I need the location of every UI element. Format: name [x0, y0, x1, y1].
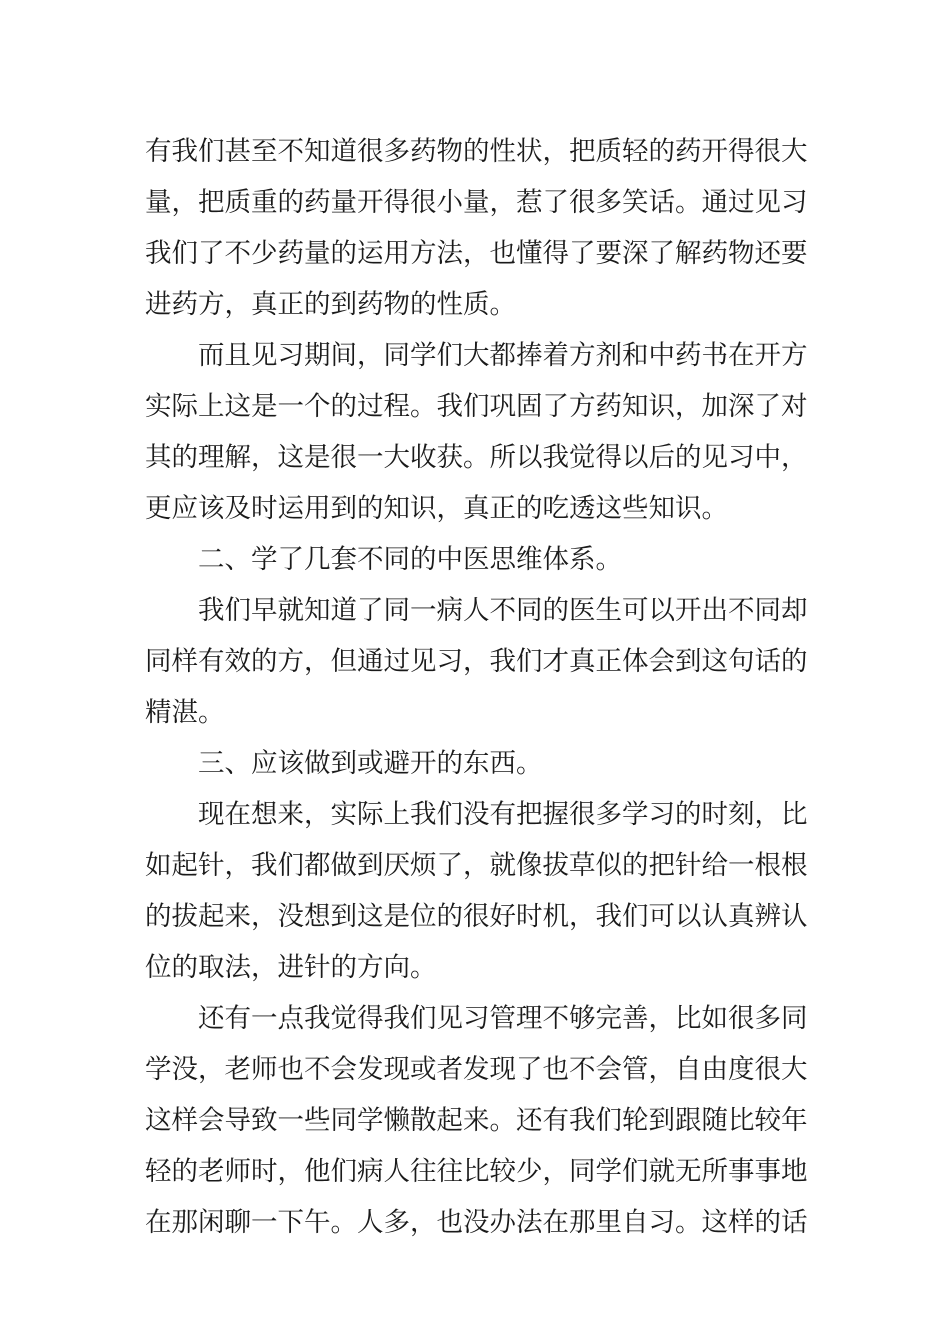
text-line: 更应该及时运用到的知识，真正的吃透这些知识。 [145, 493, 728, 524]
section-heading: 三、应该做到或避开的东西。 [198, 748, 543, 779]
text-line: 精湛。 [145, 697, 225, 728]
text-line: 我们了不少药量的运用方法，也懂得了要深了解药物还要 [145, 238, 808, 269]
paragraph-start-line: 还有一点我觉得我们见习管理不够完善，比如很多同 [198, 1003, 808, 1034]
text-line: 轻的老师时，他们病人往往比较少，同学们就无所事事地 [145, 1156, 808, 1187]
text-line: 进药方，真正的到药物的性质。 [145, 289, 516, 320]
paragraph-start-line: 而且见习期间，同学们大都捧着方剂和中药书在开方 [198, 340, 808, 371]
text-line: 其的理解，这是很一大收获。所以我觉得以后的见习中， [145, 442, 808, 473]
text-line: 这样会导致一些同学懒散起来。还有我们轮到跟随比较年 [145, 1105, 808, 1136]
section-heading: 二、学了几套不同的中医思维体系。 [198, 544, 622, 575]
text-line: 的拔起来，没想到这是位的很好时机，我们可以认真辨认 [145, 901, 808, 932]
body-text [145, 126, 810, 1248]
paragraph-start-line: 我们早就知道了同一病人不同的医生可以开出不同却 [198, 595, 808, 626]
text-line: 位的取法，进针的方向。 [145, 952, 437, 983]
paragraph-start-line: 现在想来，实际上我们没有把握很多学习的时刻，比 [198, 799, 808, 830]
text-line: 实际上这是一个的过程。我们巩固了方药知识，加深了对 [145, 391, 808, 422]
text-line: 如起针，我们都做到厌烦了，就像拔草似的把针给一根根 [145, 850, 808, 881]
text-line: 学没，老师也不会发现或者发现了也不会管，自由度很大 [145, 1054, 808, 1085]
text-line: 同样有效的方，但通过见习，我们才真正体会到这句话的 [145, 646, 808, 677]
text-line: 量，把质重的药量开得很小量，惹了很多笑话。通过见习 [145, 187, 808, 218]
text-line: 有我们甚至不知道很多药物的性状，把质轻的药开得很大 [145, 136, 808, 167]
text-line: 在那闲聊一下午。人多，也没办法在那里自习。这样的话 [145, 1207, 808, 1238]
